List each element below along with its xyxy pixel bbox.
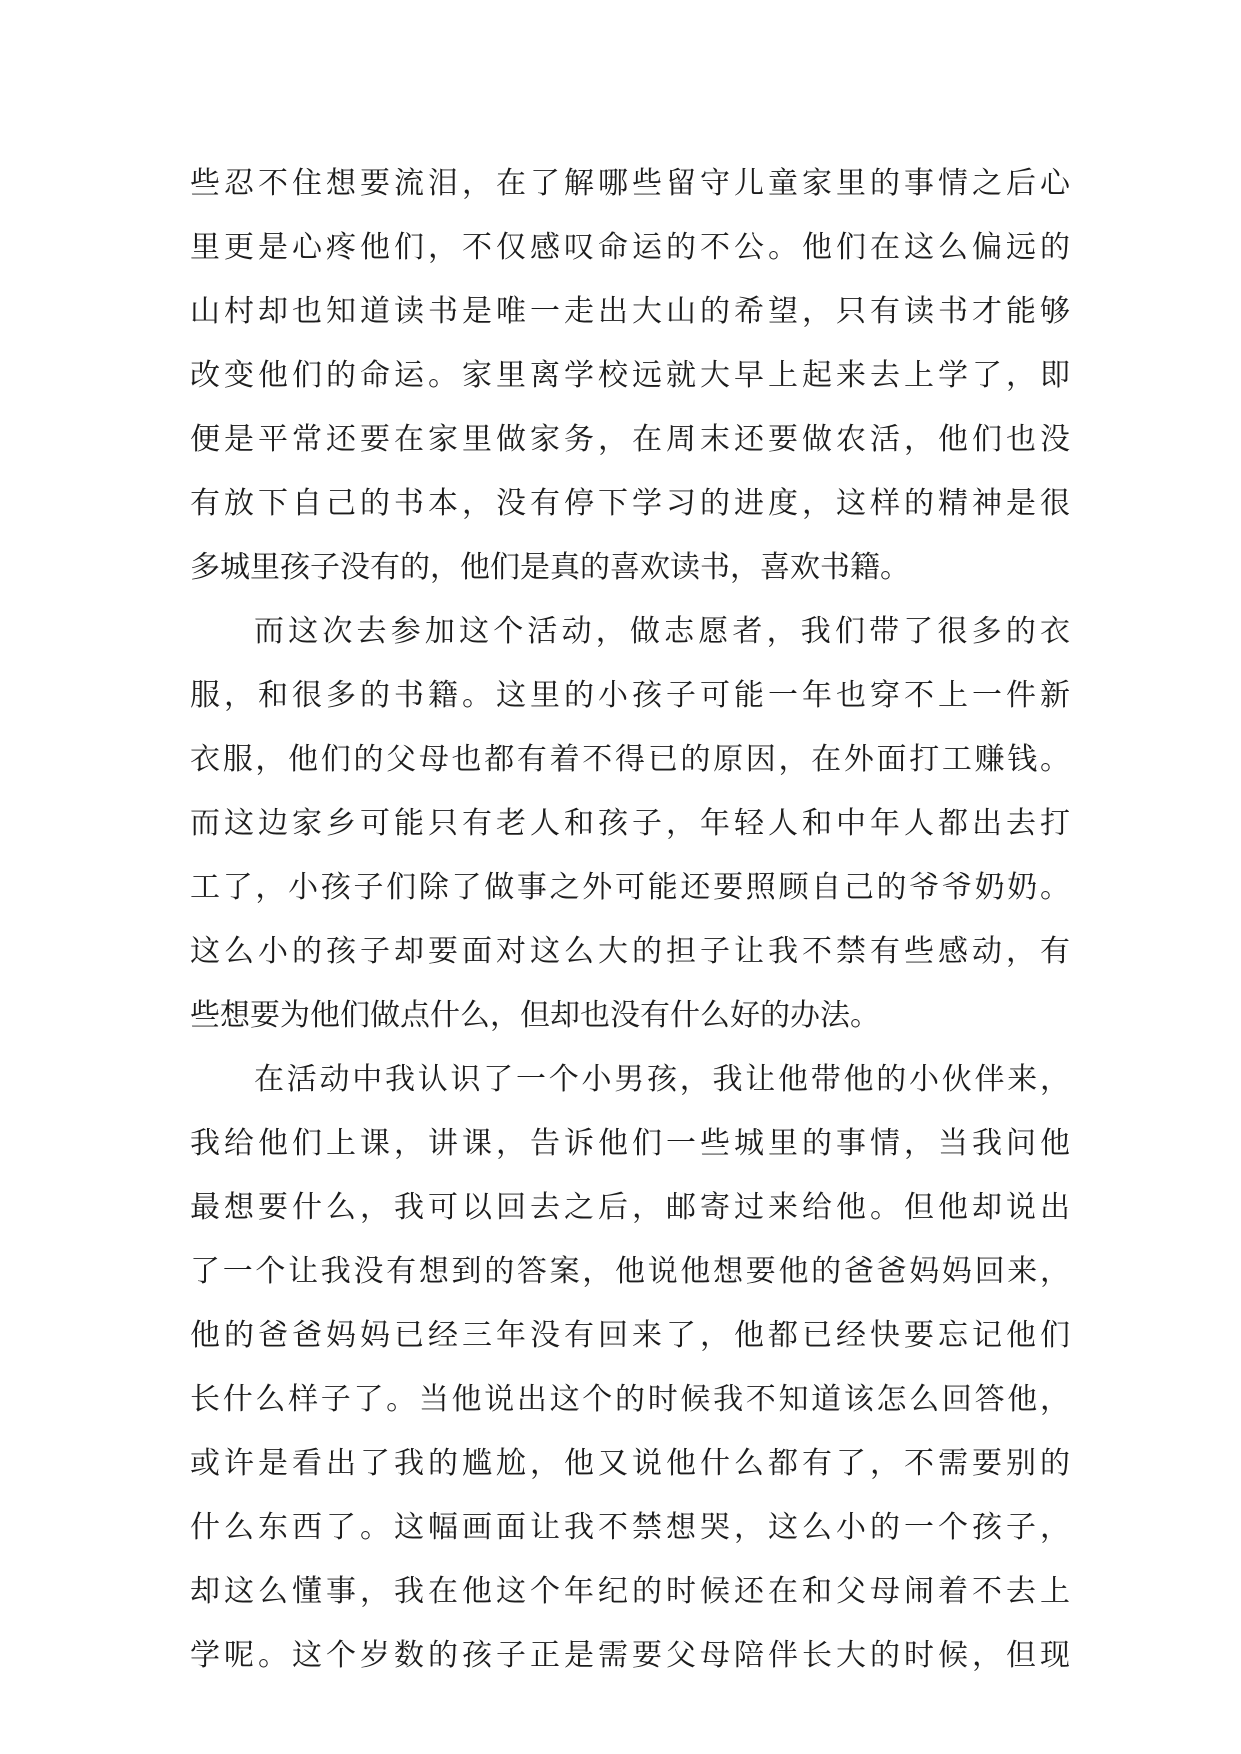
text-line: 些想要为他们做点什么，但却也没有什么好的办法。 <box>190 998 880 1033</box>
text-line: 些忍不住想要流泪，在了解哪些留守儿童家里的事情之后心 <box>190 166 1070 201</box>
text-line: 而这次去参加这个活动，做志愿者，我们带了很多的衣 <box>254 614 1070 649</box>
text-line: 有放下自己的书本，没有停下学习的进度，这样的精神是很 <box>190 486 1070 521</box>
text-line: 却这么懂事，我在他这个年纪的时候还在和父母闹着不去上 <box>190 1574 1070 1609</box>
text-line: 而这边家乡可能只有老人和孩子，年轻人和中年人都出去打 <box>190 806 1070 841</box>
text-line: 在活动中我认识了一个小男孩，我让他带他的小伙伴来， <box>254 1062 1070 1097</box>
body-text <box>190 152 1070 1688</box>
text-line: 改变他们的命运。家里离学校远就大早上起来去上学了，即 <box>190 358 1070 393</box>
text-line: 了一个让我没有想到的答案，他说他想要他的爸爸妈妈回来， <box>190 1254 1070 1289</box>
text-line: 便是平常还要在家里做家务，在周末还要做农活，他们也没 <box>190 422 1070 457</box>
text-line: 什么东西了。这幅画面让我不禁想哭，这么小的一个孩子， <box>190 1510 1070 1545</box>
text-line: 衣服，他们的父母也都有着不得已的原因，在外面打工赚钱。 <box>190 742 1070 777</box>
text-line: 工了，小孩子们除了做事之外可能还要照顾自己的爷爷奶奶。 <box>190 870 1070 905</box>
text-line: 或许是看出了我的尴尬，他又说他什么都有了，不需要别的 <box>190 1446 1070 1481</box>
text-line: 山村却也知道读书是唯一走出大山的希望，只有读书才能够 <box>190 294 1070 329</box>
text-line: 多城里孩子没有的，他们是真的喜欢读书，喜欢书籍。 <box>190 550 910 585</box>
text-line: 长什么样子了。当他说出这个的时候我不知道该怎么回答他， <box>190 1382 1070 1417</box>
text-line: 最想要什么，我可以回去之后，邮寄过来给他。但他却说出 <box>190 1190 1070 1225</box>
text-line: 服，和很多的书籍。这里的小孩子可能一年也穿不上一件新 <box>190 678 1070 713</box>
text-line: 里更是心疼他们，不仅感叹命运的不公。他们在这么偏远的 <box>190 230 1070 265</box>
text-line: 我给他们上课，讲课，告诉他们一些城里的事情，当我问他 <box>190 1126 1070 1161</box>
text-line: 他的爸爸妈妈已经三年没有回来了，他都已经快要忘记他们 <box>190 1318 1070 1353</box>
text-line: 学呢。这个岁数的孩子正是需要父母陪伴长大的时候，但现 <box>190 1638 1070 1673</box>
text-line: 这么小的孩子却要面对这么大的担子让我不禁有些感动，有 <box>190 934 1070 969</box>
